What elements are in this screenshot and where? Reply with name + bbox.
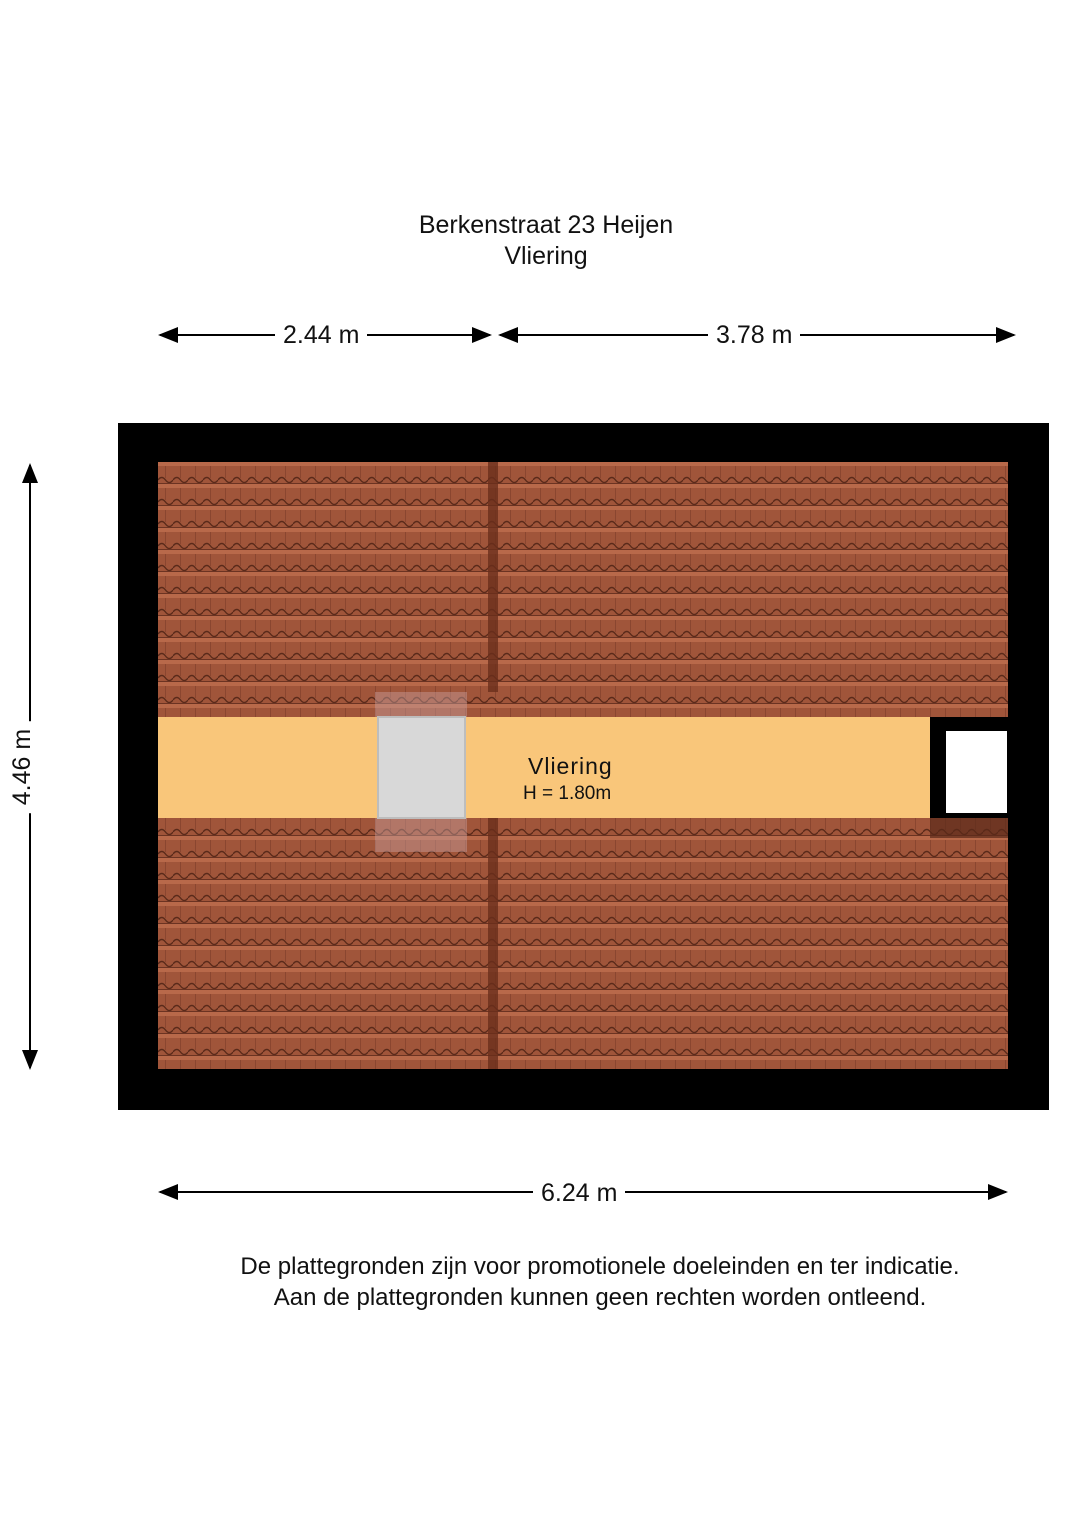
rafter-upper xyxy=(488,462,498,692)
dim-label-left: 4.46 m xyxy=(7,721,37,813)
room-height-label: H = 1.80m xyxy=(523,783,612,804)
chimney-base-shadow xyxy=(930,818,1008,838)
dim-label-top-right: 3.78 m xyxy=(708,320,800,350)
dim-label-bottom: 6.24 m xyxy=(533,1178,625,1208)
disclaimer-line-2: Aan de plattegronden kunnen geen rechten worden ontleend. xyxy=(273,1284,927,1311)
disclaimer-line-1: De plattegronden zijn voor promotionele doeleinden en ter indicatie. xyxy=(240,1253,960,1280)
chimney-opening xyxy=(946,731,1007,813)
attic-hatch xyxy=(378,717,465,818)
floorplan-floor-name: Vliering xyxy=(504,242,588,270)
room-name-label: Vliering xyxy=(528,753,613,779)
rafter-lower xyxy=(488,818,498,1069)
dim-label-top-left: 2.44 m xyxy=(275,320,367,350)
floorplan-address: Berkenstraat 23 Heijen xyxy=(418,211,674,239)
